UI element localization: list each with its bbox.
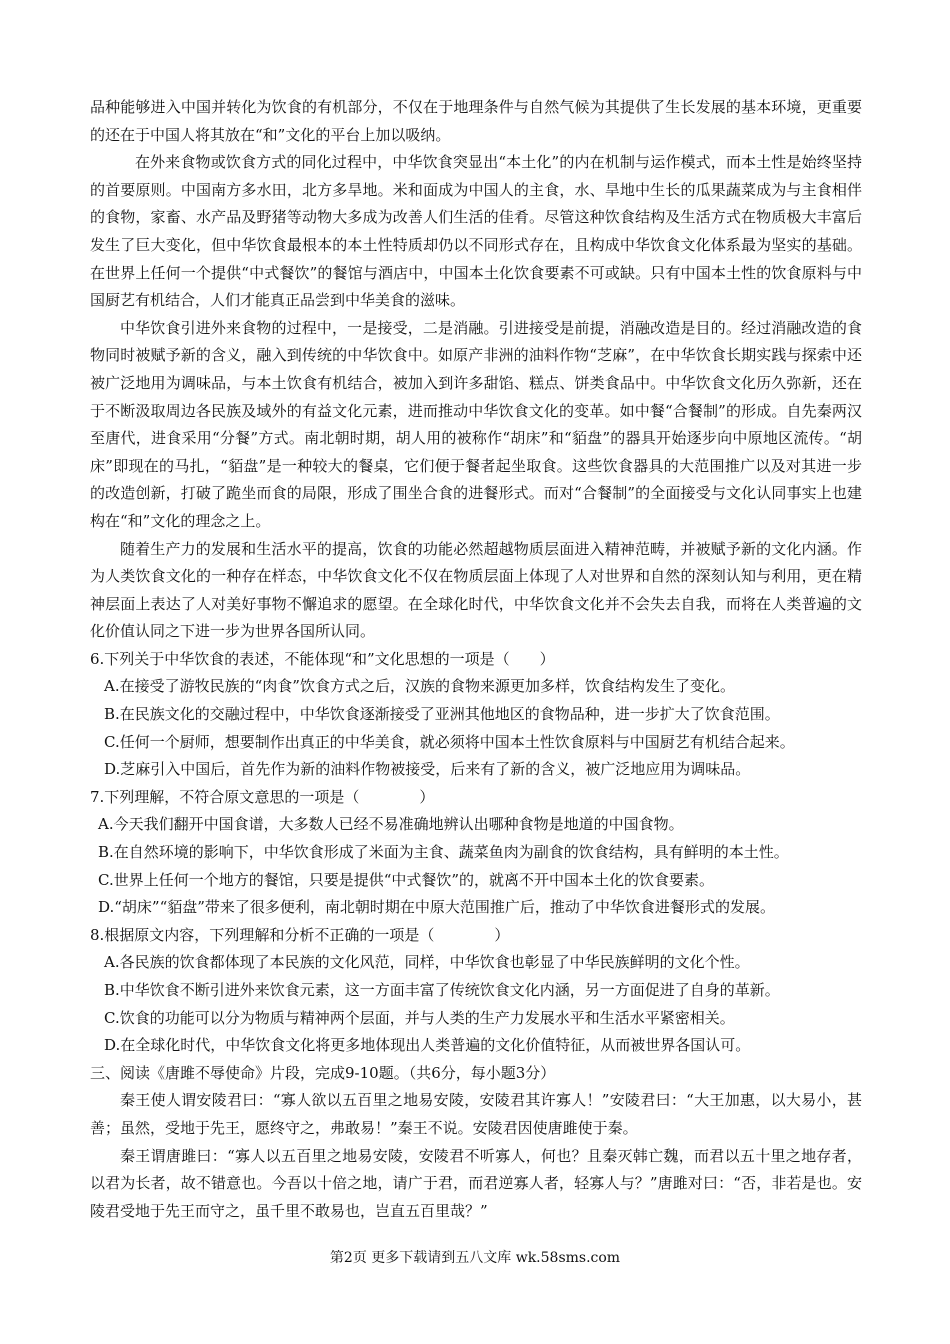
question-8-option-a: A.各民族的饮食都体现了本民族的文化风范，同样，中华饮食也彰显了中华民族鲜明的文化个性。	[104, 953, 750, 972]
question-7-stem: 7.下列理解，不符合原文意思的一项是（ ）	[90, 787, 435, 806]
question-6-option-a: A.在接受了游牧民族的“肉食”饮食方式之后，汉族的食物来源更加多样，饮食结构发生了变化。	[104, 677, 735, 696]
question-6-option-b: B.在民族文化的交融过程中，中华饮食逐渐接受了亚洲其他地区的食物品种，进一步扩大了饮食范围。	[104, 705, 780, 724]
section-3-paragraph-2: 秦王谓唐雎曰：“寡人以五百里之地易安陵，安陵君不听寡人，何也？且秦灭韩亡魏，而君以五十里之地存者，以君为长者，故不错意也。今吾以十倍之地，请广于君，而君逆寡人者，轻寡人与？”唐雎对曰：“否，非若是也。安陵君受地于先王而守之，虽千里不敢易也，岂直五百里哉？”	[90, 1146, 862, 1220]
section-3-paragraph-1: 秦王使人谓安陵君曰：“寡人欲以五百里之地易安陵，安陵君其许寡人！”安陵君曰：“大王加惠，以大易小，甚善；虽然，受地于先王，愿终守之，弗敢易！”秦王不说。安陵君因使唐雎使于秦。	[90, 1091, 862, 1137]
question-6-option-d: D.芝麻引入中国后，首先作为新的油料作物被接受，后来有了新的含义，被广泛地应用为调味品。	[104, 760, 751, 779]
question-8-option-d: D.在全球化时代，中华饮食文化将更多地体现出人类普遍的文化价值特征，从而被世界各国认可。	[104, 1036, 751, 1055]
passage-paragraph-0: 品种能够进入中国并转化为饮食的有机部分，不仅在于地理条件与自然气候为其提供了生长发展的基本环境，更重要的还在于中国人将其放在“和”文化的平台上加以吸纳。	[90, 98, 862, 144]
question-7-option-d: D.“胡床”“貊盘”带来了很多便利，南北朝时期在中原大范围推广后，推动了中华饮食进餐形式的发展。	[98, 898, 775, 917]
question-6-option-c: C.任何一个厨师，想要制作出真正的中华美食，就必须将中国本土性饮食原料与中国厨艺有机结合起来。	[104, 732, 795, 751]
section-3-heading: 三、阅读《唐雎不辱使命》片段，完成9-10题。（共6分，每小题3分）	[90, 1063, 556, 1082]
question-7-option-c: C.世界上任何一个地方的餐馆，只要是提供“中式餐饮”的，就离不开中国本土化的饮食要素。	[98, 870, 715, 889]
question-8-option-b: B.中华饮食不断引进外来饮食元素，这一方面丰富了传统饮食文化内涵，另一方面促进了自身的革新。	[104, 981, 780, 999]
passage-paragraph-2: 中华饮食引进外来食物的过程中，一是接受，二是消融。引进接受是前提，消融改造是目的。经过消融改造的食物同时被赋予新的含义，融入到传统的中华饮食中。如原产非洲的油料作物“芝麻”，在中华饮食长期实践与探索中还被广泛地用为调味品，与本土饮食有机结合，被加入到许多甜馅、糕点、饼类食品中。中华饮食文化历久弥新，还在于不断汲取周边各民族及域外的有益文化元素，进而推动中华饮食文化的变革。如中餐“合餐制”的形成。自先秦两汉至唐代，进食采用“分餐”方式。南北朝时期，胡人用的被称作“胡床”和“貊盘”的器具开始逐步向中原地区流传。“胡床”即现在的马扎，“貊盘”是一种较大的餐桌，它们便于餐者起坐取食。这些饮食器具的大范围推广以及对其进一步的改造创新，打破了跪坐而食的局限，形成了围坐合食的进餐形式。而对“合餐制”的全面接受与文化认同事实上也建构在“和”文化的理念之上。	[90, 318, 862, 530]
passage-paragraph-1: 在外来食物或饮食方式的同化过程中，中华饮食突显出“本土化”的内在机制与运作模式，而本土性是始终坚持的首要原则。中国南方多水田，北方多旱地。米和面成为中国人的主食，水、旱地中生长的瓜果蔬菜成为与主食相伴的食物，家畜、水产品及野猪等动物大多成为改善人们生活的佳肴。尽管这种饮食结构及生活方式在物质极大丰富后发生了巨大变化，但中华饮食最根本的本土性特质却仍以不同形式存在，且构成中华饮食文化体系最为坚实的基础。在世界上任何一个提供“中式餐饮”的餐馆与酒店中，中国本土化饮食要素不可或缺。只有中国本土性的饮食原料与中国厨艺有机结合，人们才能真正品尝到中华美食的滋味。	[90, 153, 862, 310]
document-page	[90, 94, 862, 1225]
question-8-stem: 8.根据原文内容，下列理解和分析不正确的一项是（ ）	[90, 925, 510, 944]
passage-paragraph-3: 随着生产力的发展和生活水平的提高，饮食的功能必然超越物质层面进入精神范畴，并被赋予新的文化内涵。作为人类饮食文化的一种存在样态，中华饮食文化不仅在物质层面上体现了人对世界和自然的深刻认知与利用，更在精神层面上表达了人对美好事物不懈追求的愿望。在全球化时代，中华饮食文化并不会失去自我，而将在人类普遍的文化价值认同之下进一步为世界各国所认同。	[90, 539, 862, 641]
page-footer: 第2页 更多下载请到五八文库 wk.58sms.com	[329, 1250, 621, 1266]
question-6-stem: 6.下列关于中华饮食的表述，不能体现“和”文化思想的一项是（ ）	[90, 649, 555, 668]
question-7-option-b: B.在自然环境的影响下，中华饮食形成了米面为主食、蔬菜鱼肉为副食的饮食结构，具有鲜明的本土性。	[98, 843, 789, 862]
question-8-option-c: C.饮食的功能可以分为物质与精神两个层面，并与人类的生产力发展水平和生活水平紧密相关。	[104, 1008, 735, 1027]
question-7-option-a: A.今天我们翻开中国食谱，大多数人已经不易准确地辨认出哪种食物是地道的中国食物。	[98, 815, 684, 834]
